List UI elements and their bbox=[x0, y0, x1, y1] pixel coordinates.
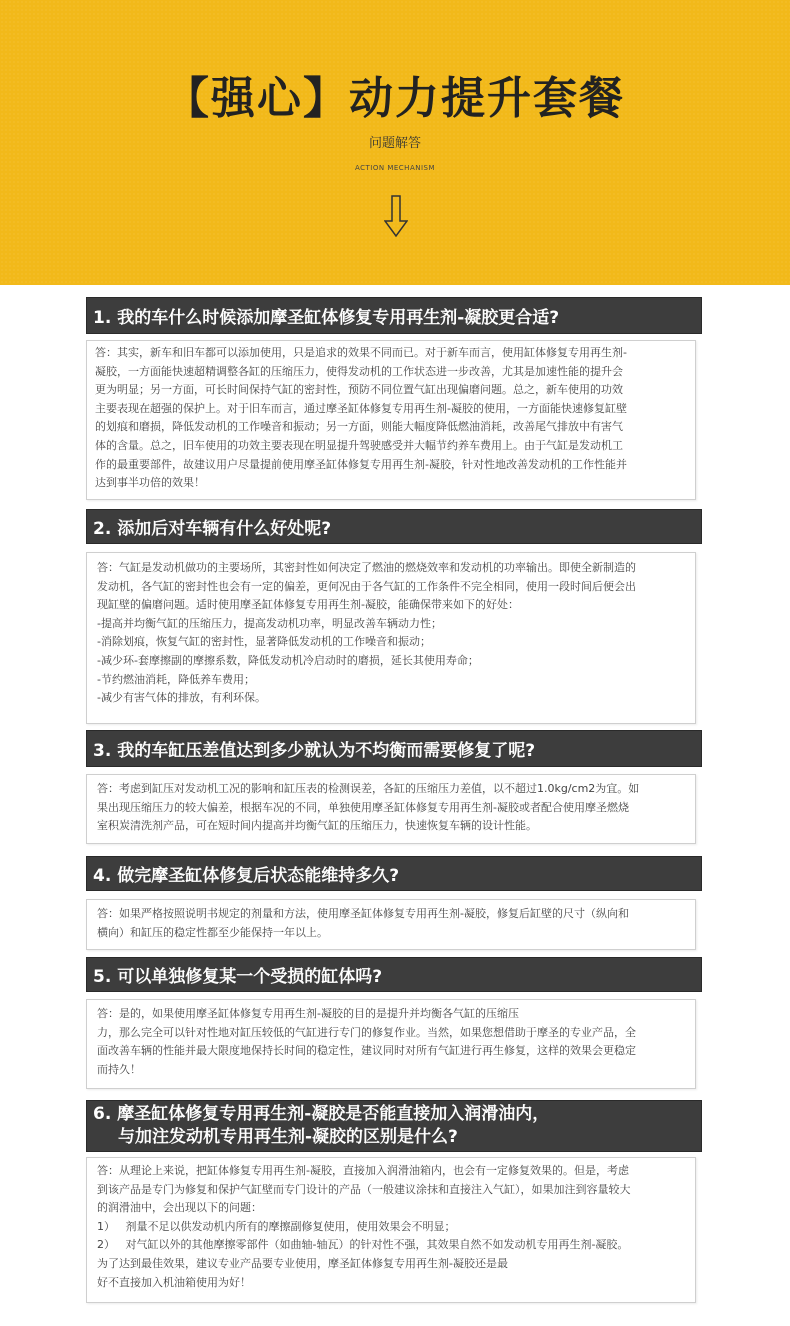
answer-line: 为了达到最佳效果，建议专业产品要专业使用，摩圣缸体修复专用再生剂-凝胶还是最 bbox=[97, 1256, 508, 1270]
faq-section-3 bbox=[86, 730, 702, 833]
answer-line: 答：从理论上来说，把缸体修复专用再生剂-凝胶，直接加入润滑油箱内，也会有一定修复效果的。但是，考虑 bbox=[97, 1164, 629, 1177]
faq-answer bbox=[86, 552, 696, 724]
answer-line: 室积炭清洗剂产品，可在短时间内提高并均衡气缸的压缩压力，快速恢复车辆的设计性能。 bbox=[97, 819, 537, 833]
faq-question bbox=[86, 297, 702, 334]
answer-line: 答：气缸是发动机做功的主要场所，其密封性如何决定了燃油的燃烧效率和发动机的功率输出。即使全新制造的 bbox=[97, 561, 636, 574]
answer-line: 答：其实，新车和旧车都可以添加使用，只是追求的效果不同而已。对于新车而言，使用缸体修复专用再生剂- bbox=[95, 346, 627, 359]
answer-line: 而持久！ bbox=[97, 1062, 141, 1076]
answer-line: -提高并均衡气缸的压缩压力，提高发动机功率，明显改善车辆动力性； bbox=[97, 616, 442, 630]
answer-line: 现缸壁的偏磨问题。适时使用摩圣缸体修复专用再生剂-凝胶，能确保带来如下的好处： bbox=[97, 598, 519, 612]
faq-question-text: 1. 我的车什么时候添加摩圣缸体修复专用再生剂-凝胶更合适? bbox=[93, 308, 560, 328]
faq-answer bbox=[86, 999, 696, 1089]
faq-section-4 bbox=[86, 856, 702, 939]
answer-line: 作的最重要部件，故建议用户尽量提前使用摩圣缸体修复专用再生剂-凝胶，针对性地改善发动机的工作性能并 bbox=[95, 457, 627, 471]
answer-line: 发动机，各气缸的密封性也会有一定的偏差，更何况由于各气缸的工作条件不完全相同，使用一段时间后便会出 bbox=[97, 579, 636, 593]
page-subtitle: 问题解答 bbox=[368, 136, 421, 151]
answer-line: 答：如果严格按照说明书规定的剂量和方法，使用摩圣缸体修复专用再生剂-凝胶，修复后缸壁的尺寸（纵向和 bbox=[97, 907, 629, 920]
faq-answer bbox=[86, 774, 696, 844]
answer-line: 面改善车辆的性能并最大限度地保持长时间的稳定性，建议同时对所有气缸进行再生修复，这样的效果会更稳定 bbox=[97, 1044, 636, 1058]
answer-line: -减少有害气体的排放，有利环保。 bbox=[97, 691, 266, 705]
faq-question bbox=[86, 730, 702, 767]
answer-line: 好不直接加入机油箱使用为好！ bbox=[97, 1275, 251, 1289]
faq-question-text: 4. 做完摩圣缸体修复后状态能维持多久? bbox=[93, 866, 400, 886]
page-subtitle-en: ACTION MECHANISM bbox=[354, 164, 436, 172]
faq-answer bbox=[86, 1157, 696, 1303]
answer-line: 更为明显；另一方面，可长时间保持气缸的密封性，预防不同位置气缸出现偏磨问题。总之，新车使用的功效 bbox=[95, 383, 623, 397]
answer-line: 答：考虑到缸压对发动机工况的影响和缸压表的检测误差，各缸的压缩压力差值，以不超过1.0kg/cm2为宜。如 bbox=[97, 782, 640, 795]
answer-line: 力，那么完全可以针对性地对缸压较低的气缸进行专门的修复作业。当然，如果您想借助于摩圣的专业产品，全 bbox=[97, 1025, 636, 1039]
answer-line: 2） 对气缸以外的其他摩擦零部件（如曲轴-轴瓦）的针对性不强，其效果自然不如发动机专用再生剂-凝胶。 bbox=[97, 1238, 629, 1252]
page-title: 【强心】动力提升套餐 bbox=[165, 73, 625, 124]
answer-line: -减少环-套摩擦副的摩擦系数，降低发动机冷启动时的磨损，延长其使用寿命； bbox=[97, 653, 479, 667]
faq-question-text: 5. 可以单独修复某一个受损的缸体吗? bbox=[93, 967, 383, 987]
faq-question-text: 2. 添加后对车辆有什么好处呢? bbox=[93, 519, 332, 539]
faq-question-text: 与加注发动机专用再生剂-凝胶的区别是什么? bbox=[118, 1127, 458, 1147]
answer-line: 主要表现在超强的保护上。对于旧车而言，通过摩圣缸体修复专用再生剂-凝胶的使用，一方面能快速修复缸壁 bbox=[95, 401, 627, 415]
answer-line: 到该产品是专门为修复和保护气缸壁而专门设计的产品（一般建议涂抹和直接注入气缸），如果加注到容量较大 bbox=[97, 1182, 631, 1196]
answer-line: 的润滑油中，会出现以下的问题： bbox=[97, 1201, 262, 1215]
answer-line: 1） 剂量不足以供发动机内所有的摩擦副修复使用，使用效果会不明显； bbox=[97, 1219, 456, 1233]
faq-question-text: 6. 摩圣缸体修复专用再生剂-凝胶是否能直接加入润滑油内， bbox=[93, 1104, 550, 1124]
answer-line: 横向）和缸压的稳定性都至少能保持一年以上。 bbox=[97, 925, 328, 939]
answer-line: -消除划痕，恢复气缸的密封性，显著降低发动机的工作噪音和振动； bbox=[97, 635, 431, 649]
faq-section-1 bbox=[86, 297, 702, 490]
faq-question bbox=[86, 957, 702, 992]
hero-banner bbox=[0, 0, 790, 285]
answer-line: 凝胶，一方面能快速超精调整各缸的压缩压力，使得发动机的工作状态进一步改善，尤其是加速性能的提升会 bbox=[95, 364, 623, 378]
faq-answer bbox=[86, 899, 696, 950]
faq-question bbox=[86, 509, 702, 544]
answer-line: 果出现压缩压力的较大偏差，根据车况的不同，单独使用摩圣缸体修复专用再生剂-凝胶或者配合使用摩圣燃烧 bbox=[97, 800, 629, 814]
answer-line: 的划痕和磨损，降低发动机的工作噪音和振动；另一方面，则能大幅度降低燃油消耗，改善尾气排放中有害气 bbox=[95, 420, 623, 434]
answer-line: 达到事半功倍的效果！ bbox=[95, 476, 205, 490]
answer-line: -节约燃油消耗，降低养车费用； bbox=[97, 672, 255, 686]
faq-section-2 bbox=[86, 509, 702, 705]
faq-question bbox=[86, 856, 702, 891]
down-arrow-icon bbox=[384, 195, 408, 237]
faq-section-5 bbox=[86, 957, 702, 1076]
faq-answer bbox=[86, 340, 696, 500]
faq-section-6 bbox=[86, 1100, 702, 1289]
answer-line: 体的含量。总之，旧车使用的功效主要表现在明显提升驾驶感受并大幅节约养车费用上。由于气缸是发动机工 bbox=[95, 438, 623, 452]
faq-question-text: 3. 我的车缸压差值达到多少就认为不均衡而需要修复了呢? bbox=[93, 741, 536, 761]
faq-question bbox=[86, 1100, 702, 1152]
answer-line: 答：是的，如果使用摩圣缸体修复专用再生剂-凝胶的目的是提升并均衡各气缸的压缩压 bbox=[97, 1007, 519, 1020]
